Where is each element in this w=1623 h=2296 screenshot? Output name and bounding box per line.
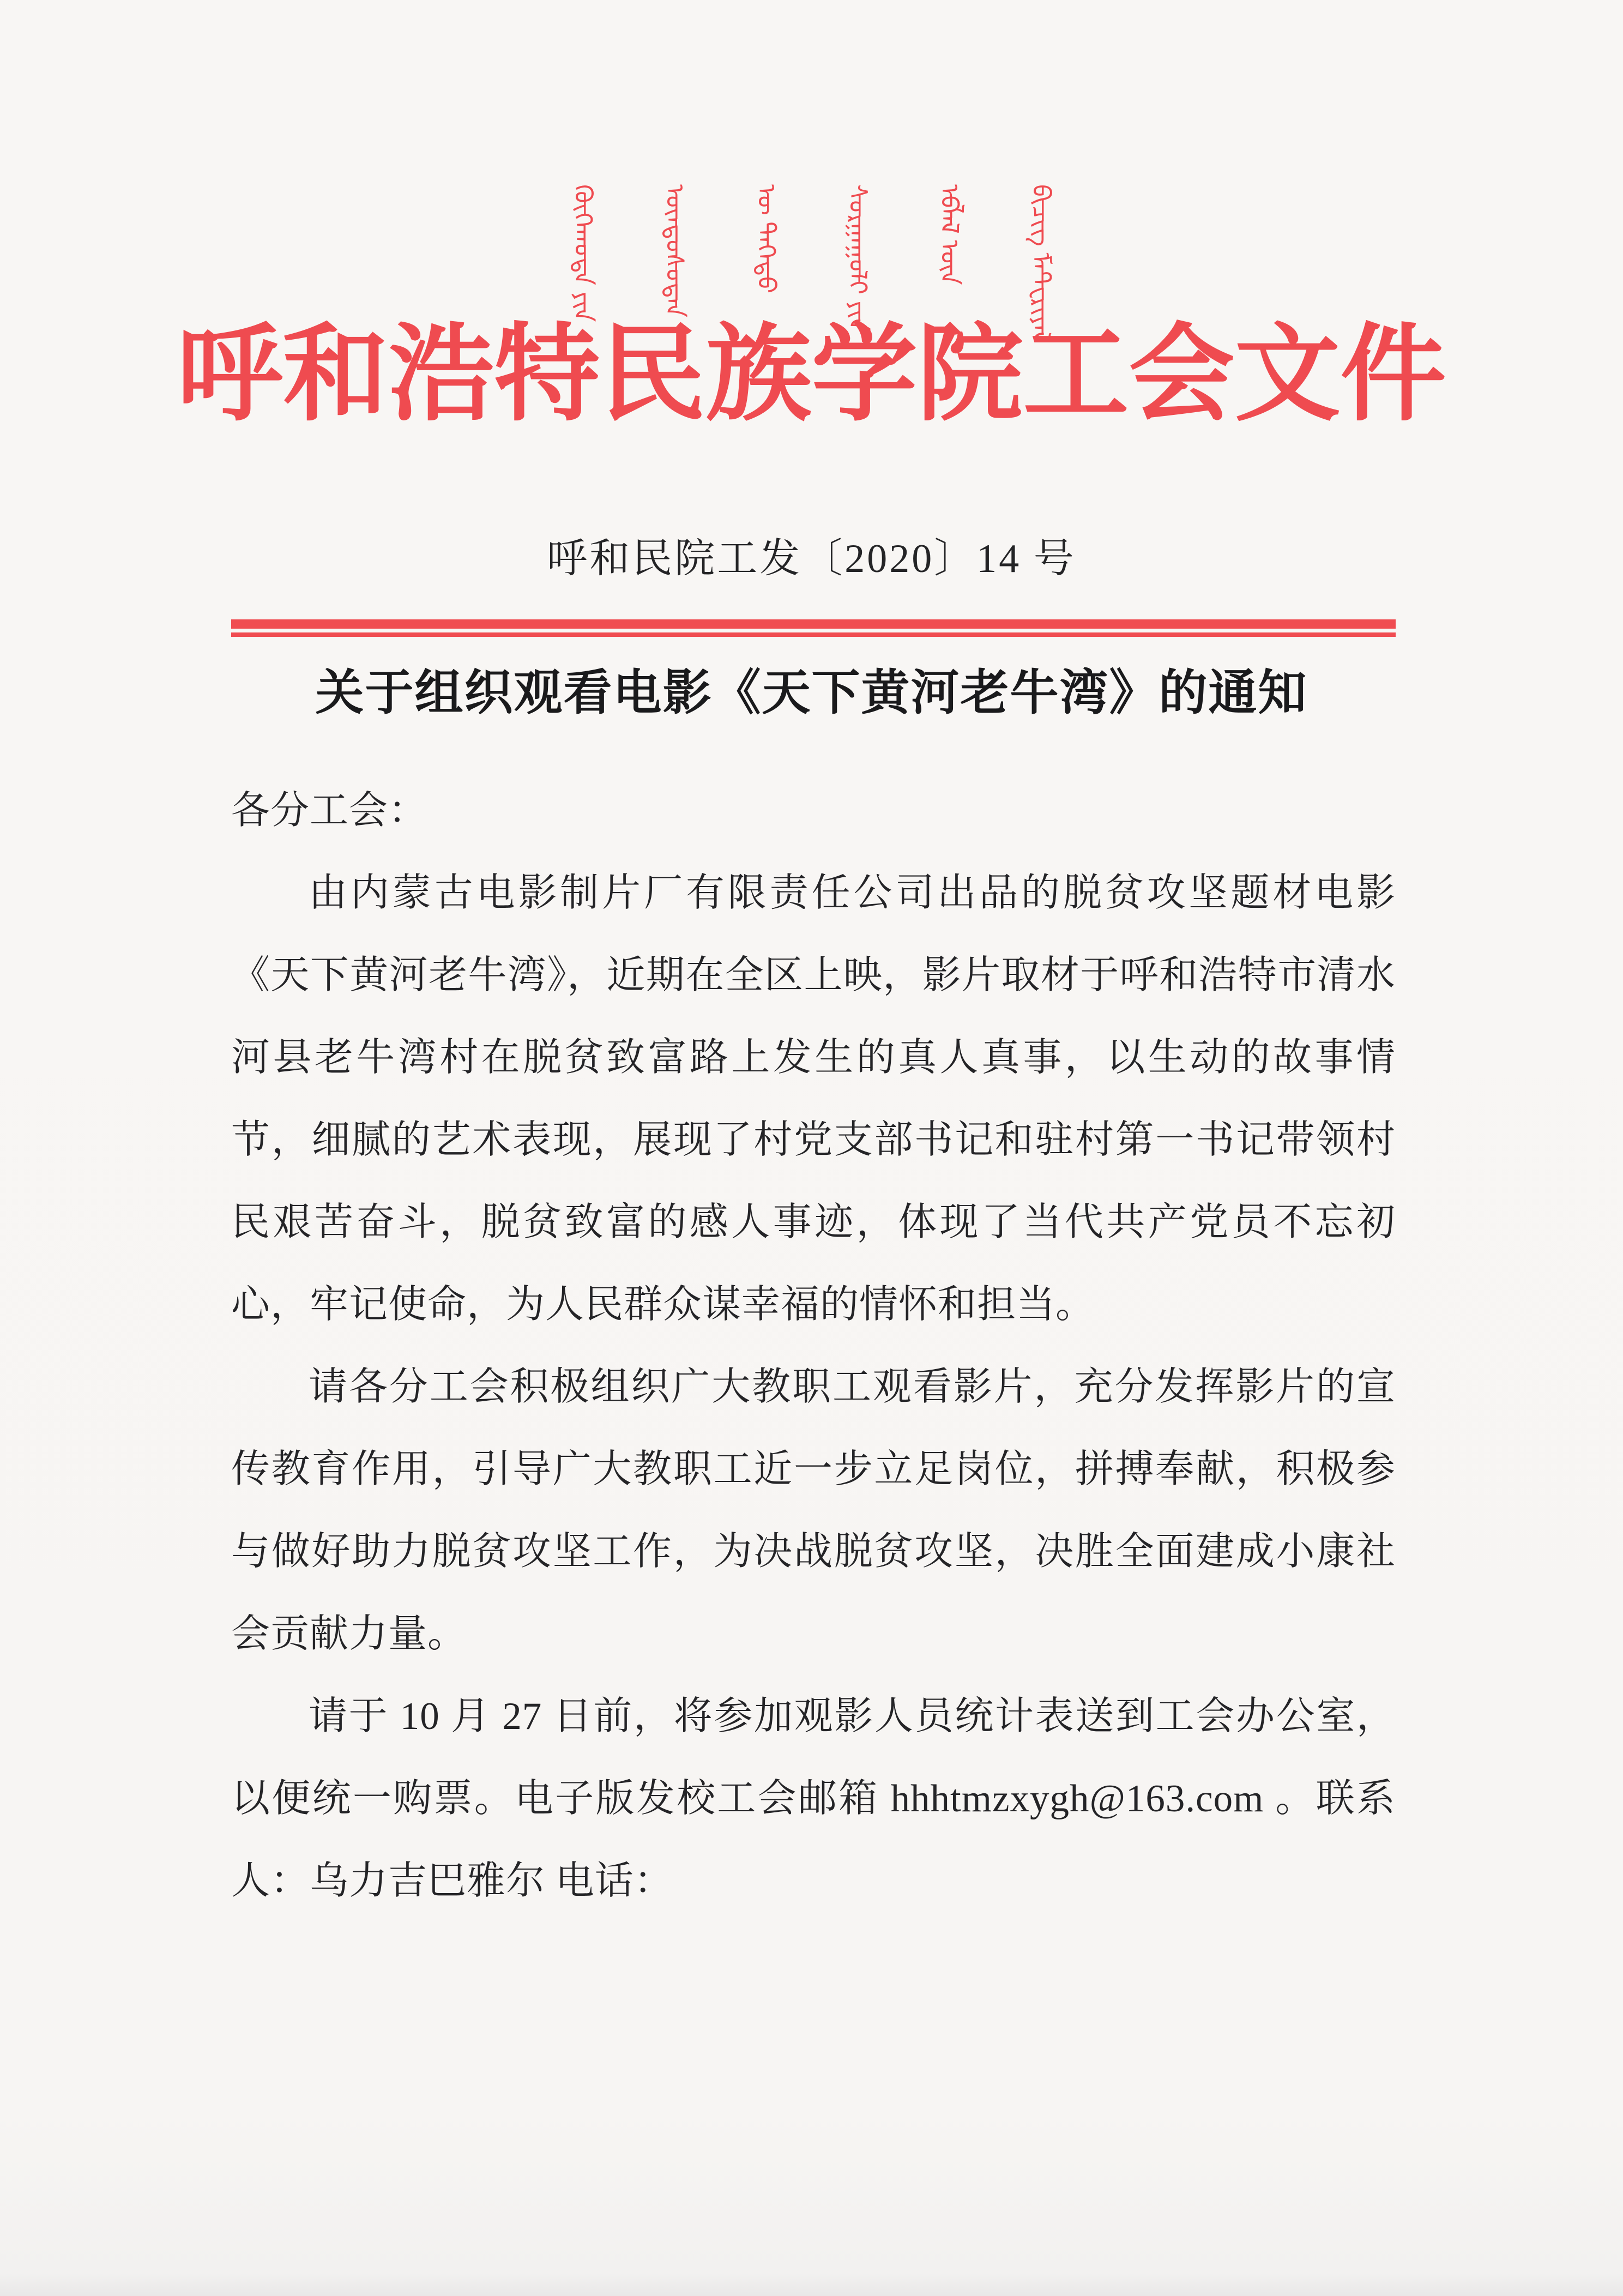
red-rule-thick-line xyxy=(231,619,1396,629)
org-title: 呼和浩特民族学院工会文件 xyxy=(177,316,1446,433)
paragraph-2: 请各分工会积极组织广大教职工观看影片，充分发挥影片的宣传教育作用，引导广大教职工近一步立足岗位，拼搏奉献，积极参与做好助力脱贫攻坚工作，为决战脱贫攻坚，决胜全面建成小康社会贡献力量。 xyxy=(231,1366,1396,1655)
red-rule-gap xyxy=(231,629,1396,632)
mongolian-script-text: ᠬᠥᠬᠡᠬᠣᠲᠠ ᠶᠢᠨ ᠦᠨᠳᠦᠰᠦᠲᠡᠨ ᠦ ᠳᠡᠭᠡᠳᠦ ᠰᠤᠷᠭᠠᠭᠤᠯᠢ ᠶᠢᠨ ᠡᠪᠯᠡᠯ ᠦᠨ ᠪᠢᠴᠢᠭ ᠮᠠᠲ᠋ᠧᠷᠢᠶᠠᠯ xyxy=(569,184,1055,344)
doc-number: 呼和民院工发〔2020〕14 号 xyxy=(547,537,1076,581)
paragraph-1: 由内蒙古电影制片厂有限责任公司出品的脱贫攻坚题材电影《天下黄河老牛湾》，近期在全区上映，影片取材于呼和浩特市清水河县老牛湾村在脱贫致富路上发生的真人真事，以生动的故事情节，细腻的艺术表现，展现了村党支部书记和驻村第一书记带领村民艰苦奋斗，脱贫致富的感人事迹，体现了当代共产党员不忘初心，牢记使命，为人民群众谋幸福的情怀和担当。 xyxy=(231,872,1396,1326)
red-divider-rule xyxy=(231,619,1396,637)
red-rule-thin-line xyxy=(231,632,1396,637)
notice-title: 关于组织观看电影《天下黄河老牛湾》的通知 xyxy=(315,667,1308,720)
notice-body xyxy=(231,770,1396,1923)
salutation: 各分工会： xyxy=(231,790,428,832)
paragraph-3: 请于 10 月 27 日前，将参加观影人员统计表送到工会办公室，以便统一购票。电子版发校工会邮箱 hhhtmzxygh@163.com 。联系人：乌力吉巴雅尔 电话： xyxy=(231,1695,1396,1902)
